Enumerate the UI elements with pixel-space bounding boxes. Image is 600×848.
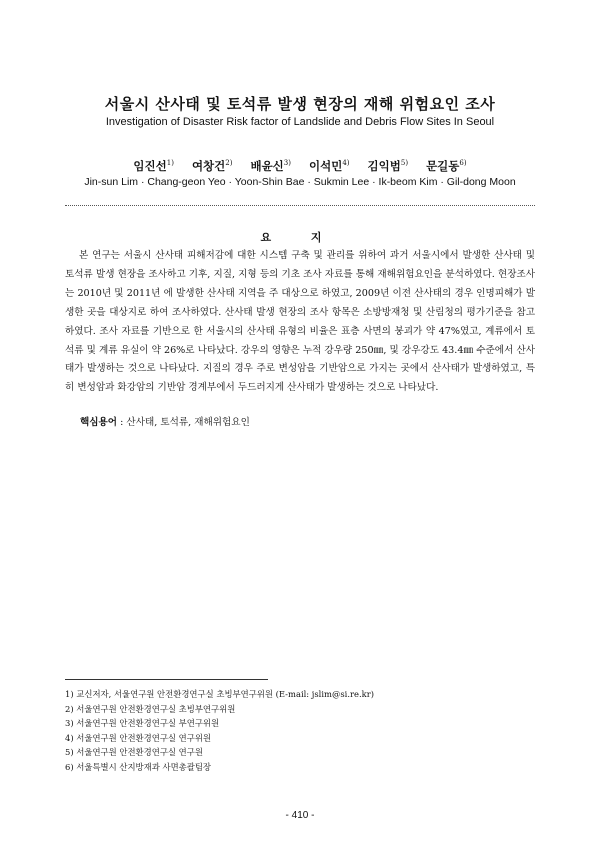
- author-3: [250, 159, 291, 173]
- footnote-1: 1) 교신저자, 서울연구원 안전환경연구실 초빙부연구위원 (E-mail: jslim@si.re.kr): [65, 689, 374, 699]
- author-2: [192, 159, 233, 173]
- authors-korean: [0, 158, 600, 174]
- author-mark: 5): [400, 159, 409, 168]
- author-mark: 1): [166, 159, 174, 168]
- abstract-heading: 요 지: [260, 231, 340, 244]
- footnote-5: 5) 서울연구원 안전환경연구실 연구원: [65, 747, 203, 758]
- author-name: 여창건: [191, 159, 226, 173]
- author-4: [309, 159, 350, 173]
- footnote-6: 6) 서울특별시 산지방재과 사면총괄팀장: [65, 761, 212, 772]
- footnote-rule: [65, 679, 268, 680]
- keywords-values: 산사태, 토석류, 재해위험요인: [126, 417, 250, 428]
- title-korean: 서울시 산사태 및 토석류 발생 현장의 재해 위험요인 조사: [104, 95, 496, 113]
- author-name: 이석민: [309, 159, 343, 173]
- footnote-4: 4) 서울연구원 안전환경연구실 연구위원: [65, 732, 212, 743]
- author-mark: 4): [342, 159, 350, 168]
- keywords-separator: :: [117, 417, 127, 428]
- author-5: [368, 159, 409, 173]
- keywords-line: [80, 414, 250, 428]
- title-english: Investigation of Disaster Risk factor of Landslide and Debris Flow Sites In Seoul: [105, 116, 495, 128]
- author-name: 김익범: [367, 159, 401, 173]
- keywords-label: 핵심용어: [80, 417, 118, 428]
- author-mark: 2): [225, 159, 233, 168]
- author-name: 문길동: [426, 159, 460, 173]
- author-name: 배윤신: [250, 159, 284, 173]
- author-mark: 6): [459, 159, 467, 168]
- abstract-text: 본 연구는 서울시 산사태 피해저감에 대한 시스템 구축 및 관리를 위하여 과거 서울시에서 발생한 산사태 및 토석류 발생 현장을 조사하고 기후, 지질, 지형 등의 기초 조사 자료를 통해 재해위험요인을 분석하였다. 현장조사는 2010년 및 2011년 에 발생한 산사태 지역을 주 대상으로 하였고, 2009년 이전 산사태의 경우 인명피해가 발생한 곳을 대상지로 하여 조사하였다. 산사태 발생 현장의 조사 항목은 소방방재청 및 산림청의 평가기준을 참고하였다. 조사 자료를 기반으로 한 서울시의 산사태 유형의 비율은 표층 사면의 붕괴가 약 47%였고, 계류에서 토석류 및 계류 유실이 약 26%로 나타났다. 강우의 영향은 누적 강우량 250㎜, 및 강우강도 43.4㎜ 수준에서 산사태가 발생하는 것으로 나타났다. 지질의 경우 주로 변성암을 기반암으로 가지는 곳에서 산사태가 발생하였고, 특히 변성암과 화강암의 기반암 경계부에서 두드러지게 산사태가 발생하는 것으로 나타났다.: [65, 250, 535, 394]
- authors-english: Jin-sun Lim · Chang-geon Yeo · Yoon-Shin Bae · Sukmin Lee · Ik-beom Kim · Gil-dong Moon: [84, 176, 516, 188]
- author-name: 임진선: [133, 159, 167, 173]
- author-6: [426, 159, 467, 173]
- footnotes: [65, 687, 535, 775]
- author-1: [133, 159, 174, 173]
- author-mark: 3): [283, 159, 291, 168]
- dotted-divider: [65, 205, 535, 206]
- page-number: - 410 -: [285, 810, 315, 821]
- footnote-3: 3) 서울연구원 안전환경연구실 부연구위원: [65, 718, 220, 729]
- footnote-2: 2) 서울연구원 안전환경연구실 초빙부연구위원: [65, 703, 236, 714]
